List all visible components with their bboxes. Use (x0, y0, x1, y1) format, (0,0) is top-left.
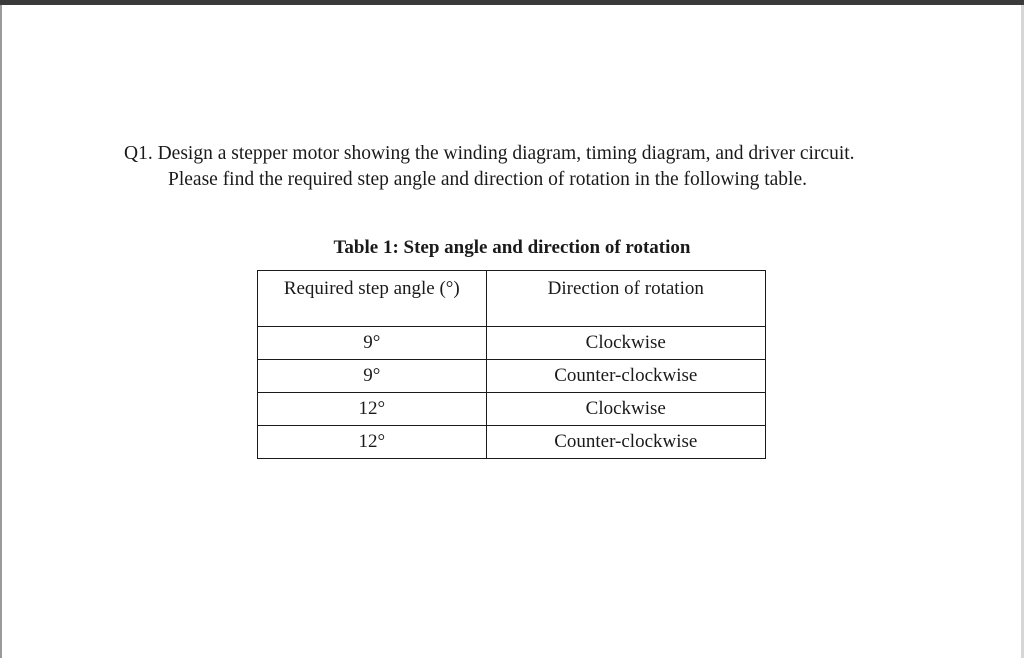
page-left-edge (0, 5, 2, 658)
question-line-1: Q1. Design a stepper motor showing the winding diagram, timing diagram, and driver circuit. (124, 143, 855, 164)
table-row (258, 360, 766, 393)
step-angle-cell: 9° (258, 360, 487, 393)
table-caption: Table 1: Step angle and direction of rotation (333, 237, 691, 258)
question-line-2: Please find the required step angle and direction of rotation in the following table. (168, 169, 807, 190)
direction-cell: Counter-clockwise (486, 426, 765, 459)
window-top-bar (0, 0, 1024, 5)
direction-cell: Clockwise (486, 393, 765, 426)
table-header-row (258, 271, 766, 327)
header-direction-of-rotation: Direction of rotation (486, 271, 765, 327)
table-row (258, 393, 766, 426)
table-row (258, 426, 766, 459)
step-angle-cell: 12° (258, 393, 487, 426)
header-required-step-angle: Required step angle (°) (258, 271, 487, 327)
step-angle-cell: 12° (258, 426, 487, 459)
step-angle-cell: 9° (258, 327, 487, 360)
direction-cell: Counter-clockwise (486, 360, 765, 393)
table-row (258, 327, 766, 360)
question-text (124, 141, 855, 193)
direction-cell: Clockwise (486, 327, 765, 360)
step-angle-table (257, 270, 766, 459)
